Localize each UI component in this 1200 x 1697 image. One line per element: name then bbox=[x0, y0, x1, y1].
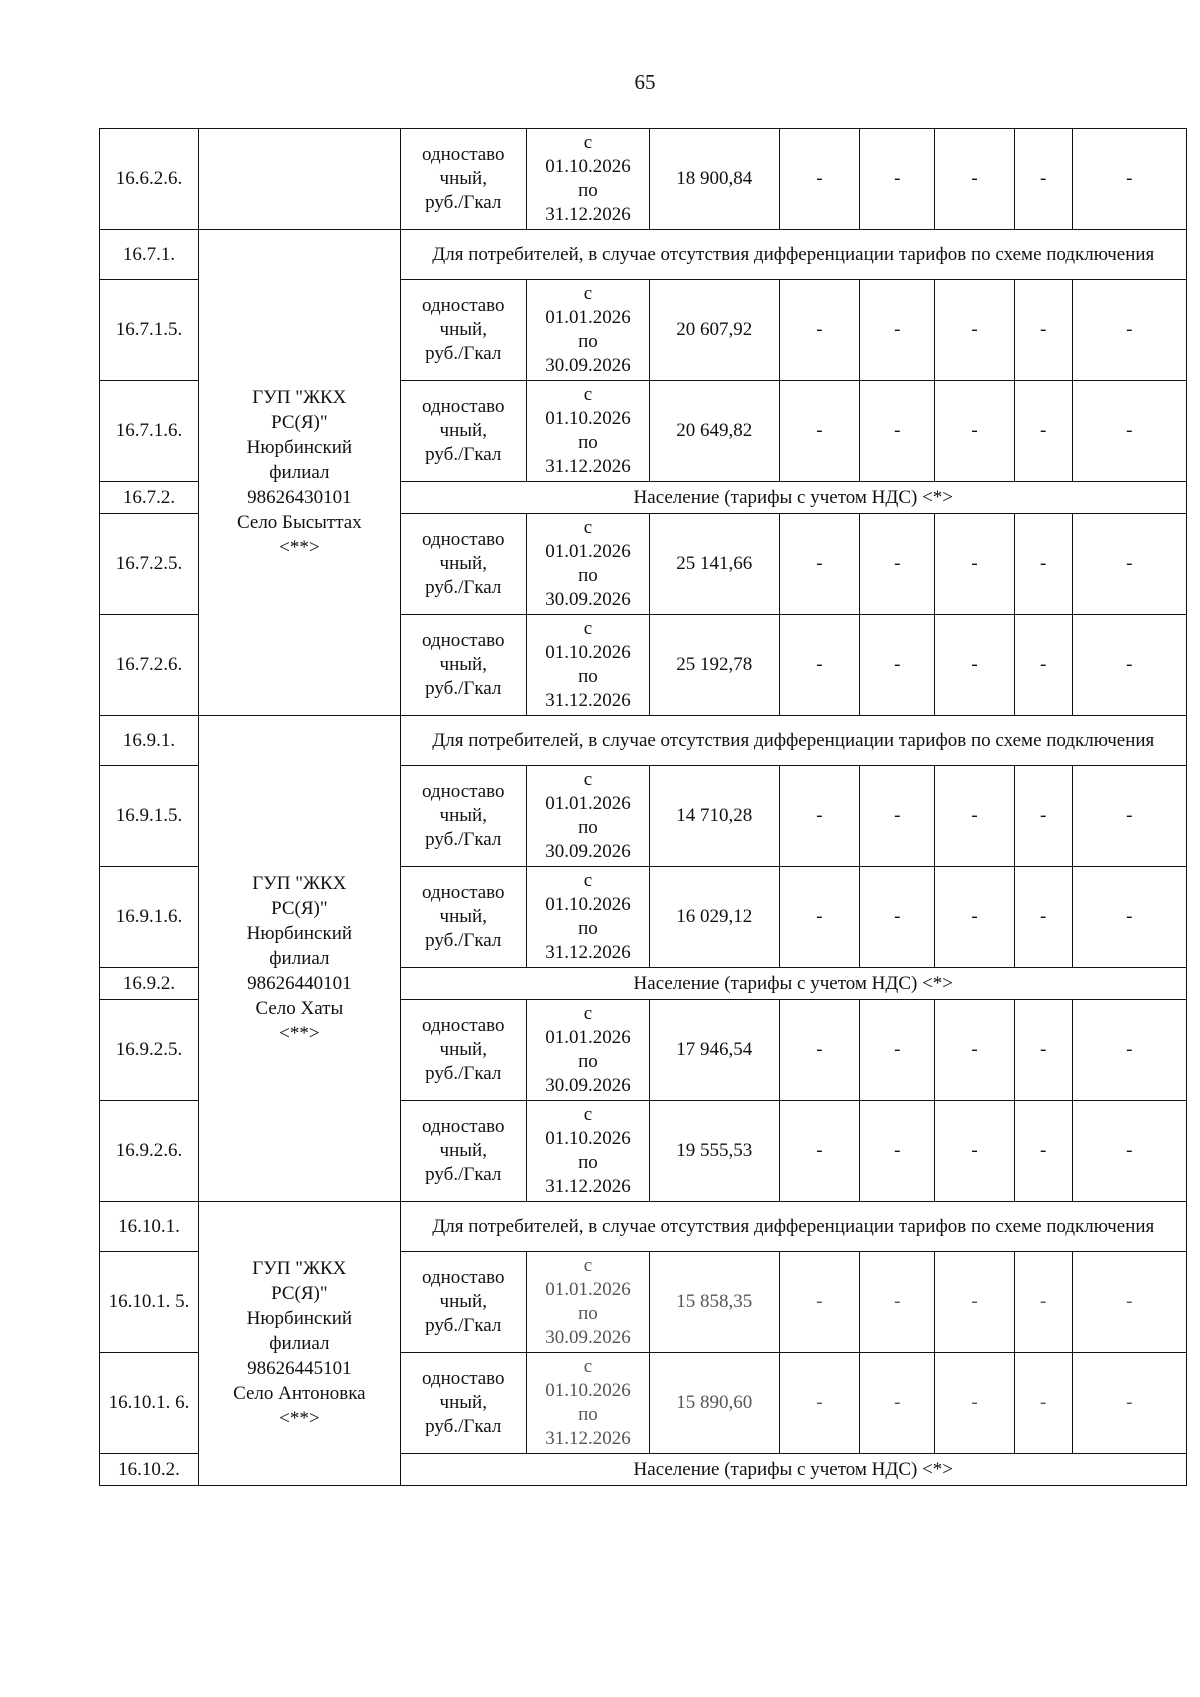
section-row bbox=[100, 1202, 1187, 1252]
tariff-type bbox=[400, 867, 526, 968]
tariff-type-line: чный, bbox=[439, 420, 487, 441]
period bbox=[526, 280, 649, 381]
tariff-type-line: руб./Гкал bbox=[425, 930, 502, 951]
organization-cell-line: 98626445101 bbox=[247, 1358, 352, 1379]
period bbox=[526, 615, 649, 716]
empty-value: - bbox=[779, 381, 860, 482]
tariff-type bbox=[400, 129, 526, 230]
period-line: 01.01.2026 bbox=[545, 1279, 631, 1300]
row-code: 16.10.1. 6. bbox=[100, 1353, 199, 1454]
period-line: 31.12.2026 bbox=[545, 942, 631, 963]
row-code: 16.9.2.6. bbox=[100, 1101, 199, 1202]
row-code: 16.7.2.6. bbox=[100, 615, 199, 716]
tariff-type-line: руб./Гкал bbox=[425, 1315, 502, 1336]
row-code: 16.10.1. bbox=[100, 1202, 199, 1252]
tariff-value: 17 946,54 bbox=[650, 1000, 780, 1101]
table-body bbox=[100, 129, 1187, 1486]
organization-cell bbox=[199, 1202, 400, 1486]
organization-cell bbox=[199, 716, 400, 1202]
tariff-value: 18 900,84 bbox=[650, 129, 780, 230]
empty-value: - bbox=[1014, 766, 1072, 867]
row-code: 16.9.2.5. bbox=[100, 1000, 199, 1101]
empty-value: - bbox=[1014, 1353, 1072, 1454]
organization-cell-line: Село Антоновка bbox=[233, 1383, 366, 1404]
empty-value: - bbox=[860, 1252, 935, 1353]
period-line: 01.01.2026 bbox=[545, 541, 631, 562]
tariff-type-line: руб./Гкал bbox=[425, 444, 502, 465]
empty-value: - bbox=[779, 867, 860, 968]
period-line: по bbox=[578, 918, 598, 939]
tariff-value: 19 555,53 bbox=[650, 1101, 780, 1202]
tariff-table bbox=[99, 128, 1187, 1486]
empty-value: - bbox=[935, 1353, 1015, 1454]
empty-value: - bbox=[1014, 381, 1072, 482]
organization-cell-line: Нюрбинский bbox=[246, 1308, 353, 1329]
period bbox=[526, 1252, 649, 1353]
period-line: по bbox=[578, 180, 598, 201]
organization-cell-line: Село Хаты bbox=[255, 998, 344, 1019]
period-line: по bbox=[578, 432, 598, 453]
tariff-type-line: одноставо bbox=[422, 1116, 505, 1137]
period-line: по bbox=[578, 817, 598, 838]
period bbox=[526, 766, 649, 867]
tariff-type bbox=[400, 514, 526, 615]
period-line: 30.09.2026 bbox=[545, 1075, 631, 1096]
period bbox=[526, 381, 649, 482]
period-line: с bbox=[583, 769, 593, 790]
period-line: 30.09.2026 bbox=[545, 1327, 631, 1348]
row-code: 16.9.1.6. bbox=[100, 867, 199, 968]
empty-value: - bbox=[1014, 514, 1072, 615]
tariff-value: 25 192,78 bbox=[650, 615, 780, 716]
empty-value: - bbox=[1072, 1353, 1186, 1454]
section-title: Для потребителей, в случае отсутствия дифференциации тарифов по схеме подключения bbox=[400, 1202, 1186, 1252]
organization-cell-line: ГУП "ЖКХ bbox=[252, 387, 347, 408]
tariff-value: 14 710,28 bbox=[650, 766, 780, 867]
period bbox=[526, 514, 649, 615]
organization-cell-line: 98626430101 bbox=[247, 487, 352, 508]
period-line: по bbox=[578, 1051, 598, 1072]
empty-value: - bbox=[1014, 1101, 1072, 1202]
tariff-type-line: одноставо bbox=[422, 295, 505, 316]
organization-cell bbox=[199, 129, 400, 230]
period-line: с bbox=[583, 618, 593, 639]
tariff-value: 20 649,82 bbox=[650, 381, 780, 482]
empty-value: - bbox=[1072, 615, 1186, 716]
section-row bbox=[100, 716, 1187, 766]
row-code: 16.7.2.5. bbox=[100, 514, 199, 615]
organization-cell-line: филиал bbox=[269, 948, 330, 969]
empty-value: - bbox=[779, 766, 860, 867]
empty-value: - bbox=[860, 280, 935, 381]
empty-value: - bbox=[1014, 1252, 1072, 1353]
empty-value: - bbox=[935, 381, 1015, 482]
tariff-type-line: одноставо bbox=[422, 396, 505, 417]
empty-value: - bbox=[779, 1353, 860, 1454]
organization-cell-line: <**> bbox=[279, 1023, 320, 1044]
period-line: 31.12.2026 bbox=[545, 204, 631, 225]
tariff-type bbox=[400, 766, 526, 867]
tariff-type-line: чный, bbox=[439, 654, 487, 675]
row-code: 16.9.1.5. bbox=[100, 766, 199, 867]
period-line: 01.10.2026 bbox=[545, 1380, 631, 1401]
period-line: 01.10.2026 bbox=[545, 642, 631, 663]
section-title: Население (тарифы с учетом НДС) <*> bbox=[400, 482, 1186, 514]
organization-cell-line: <**> bbox=[279, 1408, 320, 1429]
empty-value: - bbox=[1072, 1101, 1186, 1202]
empty-value: - bbox=[779, 1000, 860, 1101]
empty-value: - bbox=[1072, 129, 1186, 230]
empty-value: - bbox=[1072, 1000, 1186, 1101]
row-code: 16.7.1.6. bbox=[100, 381, 199, 482]
empty-value: - bbox=[935, 129, 1015, 230]
tariff-type-line: чный, bbox=[439, 1392, 487, 1413]
empty-value: - bbox=[1014, 615, 1072, 716]
tariff-value: 16 029,12 bbox=[650, 867, 780, 968]
page-number: 65 bbox=[634, 70, 656, 94]
period-line: с bbox=[583, 384, 593, 405]
empty-value: - bbox=[1014, 867, 1072, 968]
period bbox=[526, 1353, 649, 1454]
tariff-type bbox=[400, 1101, 526, 1202]
organization-cell-line: Нюрбинский bbox=[246, 437, 353, 458]
empty-value: - bbox=[1072, 766, 1186, 867]
organization-cell-line: РС(Я)" bbox=[271, 1283, 328, 1304]
row-code: 16.9.1. bbox=[100, 716, 199, 766]
tariff-type-line: чный, bbox=[439, 319, 487, 340]
tariff-type-line: чный, bbox=[439, 805, 487, 826]
empty-value: - bbox=[860, 514, 935, 615]
empty-value: - bbox=[935, 1000, 1015, 1101]
period-line: 01.01.2026 bbox=[545, 307, 631, 328]
row-code: 16.7.2. bbox=[100, 482, 199, 514]
tariff-type bbox=[400, 280, 526, 381]
section-row bbox=[100, 230, 1187, 280]
empty-value: - bbox=[860, 867, 935, 968]
period-line: 01.10.2026 bbox=[545, 408, 631, 429]
tariff-type-line: одноставо bbox=[422, 630, 505, 651]
empty-value: - bbox=[1014, 1000, 1072, 1101]
period-line: по bbox=[578, 1404, 598, 1425]
tariff-type-line: чный, bbox=[439, 1140, 487, 1161]
period bbox=[526, 867, 649, 968]
period bbox=[526, 129, 649, 230]
organization-cell-line: РС(Я)" bbox=[271, 898, 328, 919]
empty-value: - bbox=[779, 280, 860, 381]
tariff-type-line: руб./Гкал bbox=[425, 1063, 502, 1084]
tariff-type-line: одноставо bbox=[422, 882, 505, 903]
tariff-type bbox=[400, 1353, 526, 1454]
period-line: 30.09.2026 bbox=[545, 355, 631, 376]
period-line: по bbox=[578, 331, 598, 352]
empty-value: - bbox=[860, 1353, 935, 1454]
empty-value: - bbox=[860, 129, 935, 230]
empty-value: - bbox=[779, 615, 860, 716]
row-code: 16.6.2.6. bbox=[100, 129, 199, 230]
tariff-value: 20 607,92 bbox=[650, 280, 780, 381]
organization-cell-line: ГУП "ЖКХ bbox=[252, 873, 347, 894]
period bbox=[526, 1000, 649, 1101]
period-line: с bbox=[583, 1003, 593, 1024]
empty-value: - bbox=[1014, 129, 1072, 230]
empty-value: - bbox=[860, 766, 935, 867]
tariff-type-line: одноставо bbox=[422, 1015, 505, 1036]
tariff-type-line: чный, bbox=[439, 168, 487, 189]
tariff-type-line: чный, bbox=[439, 1039, 487, 1060]
row-code: 16.7.1.5. bbox=[100, 280, 199, 381]
period-line: по bbox=[578, 666, 598, 687]
period-line: 01.10.2026 bbox=[545, 1128, 631, 1149]
period-line: 31.12.2026 bbox=[545, 690, 631, 711]
period-line: 01.10.2026 bbox=[545, 894, 631, 915]
row-code: 16.9.2. bbox=[100, 968, 199, 1000]
period-line: 31.12.2026 bbox=[545, 1176, 631, 1197]
empty-value: - bbox=[935, 280, 1015, 381]
empty-value: - bbox=[1072, 280, 1186, 381]
empty-value: - bbox=[1014, 280, 1072, 381]
section-title: Для потребителей, в случае отсутствия дифференциации тарифов по схеме подключения bbox=[400, 230, 1186, 280]
empty-value: - bbox=[779, 129, 860, 230]
organization-cell bbox=[199, 230, 400, 716]
tariff-type-line: чный, bbox=[439, 1291, 487, 1312]
period bbox=[526, 1101, 649, 1202]
tariff-type-line: одноставо bbox=[422, 144, 505, 165]
period-line: с bbox=[583, 132, 593, 153]
row-code: 16.10.2. bbox=[100, 1454, 199, 1486]
tariff-type bbox=[400, 615, 526, 716]
period-line: 30.09.2026 bbox=[545, 589, 631, 610]
tariff-type-line: руб./Гкал bbox=[425, 192, 502, 213]
tariff-type-line: одноставо bbox=[422, 1368, 505, 1389]
organization-cell-line: <**> bbox=[279, 537, 320, 558]
empty-value: - bbox=[1072, 867, 1186, 968]
section-title: Население (тарифы с учетом НДС) <*> bbox=[400, 968, 1186, 1000]
tariff-type-line: одноставо bbox=[422, 1267, 505, 1288]
empty-value: - bbox=[1072, 381, 1186, 482]
period-line: с bbox=[583, 1356, 593, 1377]
empty-value: - bbox=[779, 1252, 860, 1353]
empty-value: - bbox=[935, 514, 1015, 615]
period-line: с bbox=[583, 1104, 593, 1125]
tariff-value: 15 858,35 bbox=[650, 1252, 780, 1353]
empty-value: - bbox=[935, 1252, 1015, 1353]
period-line: 01.10.2026 bbox=[545, 156, 631, 177]
empty-value: - bbox=[935, 867, 1015, 968]
period-line: 31.12.2026 bbox=[545, 456, 631, 477]
organization-cell-line: филиал bbox=[269, 462, 330, 483]
tariff-type-line: руб./Гкал bbox=[425, 678, 502, 699]
tariff-type-line: руб./Гкал bbox=[425, 1416, 502, 1437]
period-line: по bbox=[578, 565, 598, 586]
empty-value: - bbox=[1072, 1252, 1186, 1353]
period-line: 01.01.2026 bbox=[545, 793, 631, 814]
tariff-type-line: чный, bbox=[439, 906, 487, 927]
period-line: с bbox=[583, 283, 593, 304]
tariff-type-line: руб./Гкал bbox=[425, 1164, 502, 1185]
organization-cell-line: Село Бысыттах bbox=[236, 512, 362, 533]
period-line: 31.12.2026 bbox=[545, 1428, 631, 1449]
tariff-type bbox=[400, 1000, 526, 1101]
period-line: с bbox=[583, 517, 593, 538]
row-code: 16.7.1. bbox=[100, 230, 199, 280]
period-line: по bbox=[578, 1303, 598, 1324]
empty-value: - bbox=[779, 1101, 860, 1202]
tariff-type-line: руб./Гкал bbox=[425, 577, 502, 598]
tariff-type bbox=[400, 1252, 526, 1353]
organization-cell-line: филиал bbox=[269, 1333, 330, 1354]
tariff-type-line: одноставо bbox=[422, 529, 505, 550]
period-line: по bbox=[578, 1152, 598, 1173]
tariff-type-line: чный, bbox=[439, 553, 487, 574]
empty-value: - bbox=[779, 514, 860, 615]
period-line: 30.09.2026 bbox=[545, 841, 631, 862]
period-line: с bbox=[583, 1255, 593, 1276]
empty-value: - bbox=[860, 615, 935, 716]
tariff-type-line: одноставо bbox=[422, 781, 505, 802]
tariff-value: 15 890,60 bbox=[650, 1353, 780, 1454]
organization-cell-line: 98626440101 bbox=[247, 973, 352, 994]
empty-value: - bbox=[860, 1101, 935, 1202]
empty-value: - bbox=[935, 615, 1015, 716]
period-line: 01.01.2026 bbox=[545, 1027, 631, 1048]
tariff-type bbox=[400, 381, 526, 482]
organization-cell-line: РС(Я)" bbox=[271, 412, 328, 433]
tariff-type-line: руб./Гкал bbox=[425, 829, 502, 850]
section-title: Для потребителей, в случае отсутствия дифференциации тарифов по схеме подключения bbox=[400, 716, 1186, 766]
tariff-value: 25 141,66 bbox=[650, 514, 780, 615]
empty-value: - bbox=[935, 1101, 1015, 1202]
section-title: Население (тарифы с учетом НДС) <*> bbox=[400, 1454, 1186, 1486]
tariff-type-line: руб./Гкал bbox=[425, 343, 502, 364]
empty-value: - bbox=[935, 766, 1015, 867]
organization-cell-line: ГУП "ЖКХ bbox=[252, 1258, 347, 1279]
tariff-row bbox=[100, 129, 1187, 230]
empty-value: - bbox=[1072, 514, 1186, 615]
empty-value: - bbox=[860, 381, 935, 482]
empty-value: - bbox=[860, 1000, 935, 1101]
row-code: 16.10.1. 5. bbox=[100, 1252, 199, 1353]
period-line: с bbox=[583, 870, 593, 891]
organization-cell-line: Нюрбинский bbox=[246, 923, 353, 944]
